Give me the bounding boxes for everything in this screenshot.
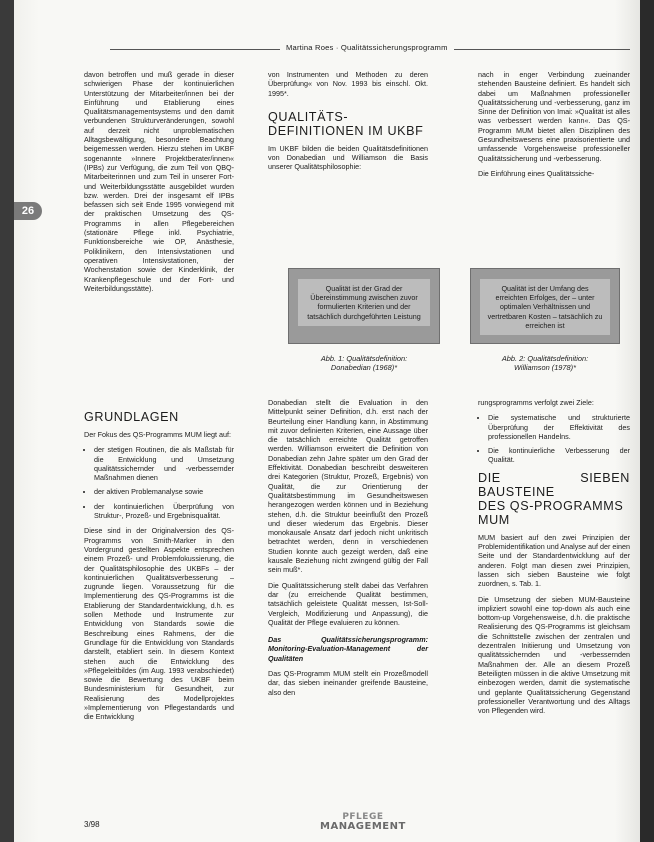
magazine-logo — [320, 812, 406, 832]
col3-paragraph-5: Die Umsetzung der sieben MUM-Bausteine impliziert sowohl eine top-down als auch eine bottom-up Vorgehensweise, d.h. die praktische Realisierung des QS-Programms ist gleichsam die Schnittstelle zwischen der zentralen und dezentralen Initiierung und Umsetzung von qualitätssichernden und -verbessernden Maßnahmen der. Alle an diesem Prozeß Beteiligten müssen in die aktive Umsetzung mit einbezogen werden, damit die systematische und geplante Qualitätssicherung Gegenstand professioneller Verantwortung und des Alltags von Pflegenden wird. — [478, 594, 630, 716]
caption-line: Abb. 2: Qualitätsdefinition: — [501, 354, 589, 363]
definition-text: Qualität ist der Grad der Übereinstimmung zwischen zuvor formulierten Kriterien und der tatsächlich durchgeführten Leistung — [298, 279, 430, 326]
heading-sieben-bausteine — [478, 471, 630, 527]
column-2 — [268, 70, 428, 178]
caption-line: Donabedian (1968)* — [330, 363, 398, 372]
page-tab-marker: 26 — [14, 202, 42, 220]
definition-text: Qualität ist der Umfang des erreichten Erfolges, der – unter optimalen Verhältnissen und vertretbaren Kosten – tatsächlich zu erreichen ist — [480, 279, 610, 335]
figure-caption-2 — [470, 354, 620, 372]
logo-top-word: PFLEGE — [342, 812, 384, 822]
column-1 — [84, 70, 234, 299]
column-3 — [478, 70, 630, 184]
col2-paragraph-1: von Instrumenten und Methoden zu deren Überprüfung« von Nov. 1993 bis einschl. Okt. 1995*. — [268, 70, 428, 98]
logo-bottom-word: MANAGEMENT — [320, 821, 406, 832]
column-2-lower — [268, 398, 428, 703]
caption-line: Williamson (1978)* — [514, 363, 576, 372]
heading-line: DES QS-PROGRAMMS — [478, 498, 624, 513]
list-item: • der kontinuierlichen Überprüfung von Struktur-, Prozeß- und Ergebnisqualität. — [94, 502, 234, 521]
section-grundlagen — [84, 408, 234, 728]
heading-qualitaetsdefinitionen — [268, 110, 428, 138]
definition-box-williamson — [470, 268, 620, 344]
col2-paragraph-4: Die Qualitätssicherung stellt dabei das Verfahren dar (zu erreichende Qualität bestimmen, tatsächlich geleistete Qualität messen, Ist-Soll-Vergleich, Modifizierung und Anpassung), die Qualität der Pflege evaluieren zu können. — [268, 580, 428, 627]
col3-paragraph-3: rungsprogramms verfolgt zwei Ziele: — [478, 398, 594, 407]
heading-line: MUM — [478, 512, 510, 527]
grundlagen-paragraph: Diese sind in der Originalversion des QS-Programms von Smith-Marker in den Vordergrund gestellten Aspekte entsprechen einem Prozeß- und Problemfokussierung, die der Qualitätsphilosophie des UKBFs – der kontinuierlichen Qualitätsverbesserung – zugrunde liegen. Voraussetzung für die Implementierung des QS-Programms ist die Etablierung der Standardentwicklung, d.h. es sollen Methode und Instrumente zur Entwicklung von Standards sowie die Beschreibung eines Rahmens, der die Grundlage für die Entwicklung von Standards darstellt, etabliert sein. In diesem Kontext stehen auch die Entwicklung des »Pflegeleitbildes (im Aug. 1993 verabschiedet) sowie die Bewertung des UKBF beim Bundesministerium für Gesundheit, zur Realisierung des Modellprojektes »Implementierung von Pflegestandards und die Entwicklung — [84, 526, 234, 722]
heading-grundlagen: GRUNDLAGEN — [84, 410, 179, 424]
list-item: • der stetigen Routinen, die als Maßstab für die Entwicklung und Umsetzung qualitätssichernder und -verbessernder Maßnahmen dienen — [94, 445, 234, 482]
col1-paragraph-1: davon betroffen und muß gerade in dieser schwierigen Phase der kontinuierlichen Unterstützung der Mitarbeiter/innen bei der Einführung und Etablierung eines Qualitätsmanagementsystems und den damit verbundenen Strukturveränderungen, sowohl auf derzeit nicht unproblematischen Alltagsbewältigung, besondere Beachtung beigemessen werden. Hierzu stehen im UKBF sogenannte »Innere Projektberater/innen« (IPBs) zur Verfügung, die zum Teil von QBQ-Mitarbeiterinnen und zum Teil in unserer Fort- und Weiterbildungsstätte ausgebildet wurden bzw. werden. Drei der insgesamt elf IPBs befassen sich seit Ende 1995 vorwiegend mit der praktischen Umsetzung des QS-Programms in allen Pflegebereichen (stationäre Pflege inkl. Psychiatrie, Funktionsbereiche wie OP, Anästhesie, Poliklinikern, den Intensivstationen und operativen Intensivstationen, der Wochenstation sowie der Kinderklinik, der Krankenpflegeschule und der Fort- und Weiterbildungsstätte). — [84, 70, 234, 293]
col2-paragraph-2: Im UKBF bilden die beiden Qualitätsdefinitionen von Donabedian und Williamson die Basis unserer Qualitätsphilosophie: — [268, 143, 428, 172]
grundlagen-bullet-list — [84, 445, 234, 520]
definition-box-donabedian — [288, 268, 440, 344]
heading-line: DIE SIEBEN BAUSTEINE — [478, 470, 630, 499]
list-item: • Die kontinuierliche Verbesserung der Qualität. — [488, 446, 630, 465]
col3-paragraph-4: MUM basiert auf den zwei Prinzipien der Problemidentifikation und Analyse auf der einen Seite und der Standardentwicklung auf der anderen. Folgt man diesen zwei Prinzipien, lassen sich sieben Bausteine wie folgt zuordnen, s. Tab. 1. — [478, 532, 630, 589]
caption-line: Abb. 1: Qualitätsdefinition: — [320, 354, 408, 363]
list-item: • der aktiven Problemanalyse sowie — [94, 487, 234, 496]
figure-caption-1 — [288, 354, 440, 372]
subheading-qs-programm: Das Qualitätssicherungsprogramm: Monitoring-Evaluation-Management der Qualitäten — [268, 635, 428, 663]
col2-paragraph-3: Donabedian stellt die Evaluation in den Mittelpunkt seiner Definition, d.h. erst nach der Beurteilung einer Handlung kann, in Abstimmung mit zuvor definierten Kriterien, eine Aussage über die tatsächlich erreichte Qualität getroffen werden. Williamson erweitert die Definition von Donabedian zehn Jahre später um den Grad der Effektivität. Donabedian beschreibt desweiteren drei Kategorien (Struktur, Prozeß, Ergebnis) von Qualität, die zur Orientierung der Qualitätsbestimmung im Gesundheitswesen herangezogen werden können und in Beziehung stehen, d.h. die Struktur beeinflußt den Prozeß und dieser wiederum das Ergebnis. Dieser monokausale Ansatz darf jedoch nicht unkritisch betrachtet werden, denn in verschiedenen Studien konnte auch gezeigt werden, daß eine kausale Beziehung nicht zwingend gültig der Fall sein muß*. — [268, 398, 428, 575]
issue-number: 3/98 — [84, 820, 100, 829]
grundlagen-intro: Der Fokus des QS-Programms MUM liegt auf: — [84, 430, 231, 439]
ziele-bullet-list — [478, 413, 630, 464]
heading-line: QUALITÄTS- — [268, 109, 349, 124]
col3-paragraph-1: nach in enger Verbindung zueinander stehenden Bausteine definiert. Es handelt sich dabei um Maßnahmen professioneller Qualitätssicherung und -verbesserung, ganz im Sinne der Definition von Imai: »Qualität ist alles was verbessert werden kann«. Das QS-Programm MUM bietet allen Disziplinen des Gesundheitswesens eine praxisorientierte und umfassende Vorgehensweise professioneller Qualitätssicherung und -verbesserung. — [478, 70, 630, 163]
column-3-lower — [478, 398, 630, 721]
running-header: Martina Roes · Qualitätssicherungsprogramm — [280, 43, 454, 52]
right-page-edge — [640, 0, 654, 842]
definition-figures — [288, 268, 634, 348]
col3-paragraph-2: Die Einführung eines Qualitätssiche- — [478, 168, 595, 178]
left-page-edge — [0, 0, 14, 842]
list-item: • Die systematische und strukturierte Überprüfung der Effektivität des professionellen Handelns. — [488, 413, 630, 441]
heading-line: DEFINITIONEN IM UKBF — [268, 123, 424, 138]
col2-paragraph-5: Das QS-Programm MUM stellt ein Prozeßmodell dar, das sieben ineinander greifende Bausteine, also den — [268, 669, 428, 697]
